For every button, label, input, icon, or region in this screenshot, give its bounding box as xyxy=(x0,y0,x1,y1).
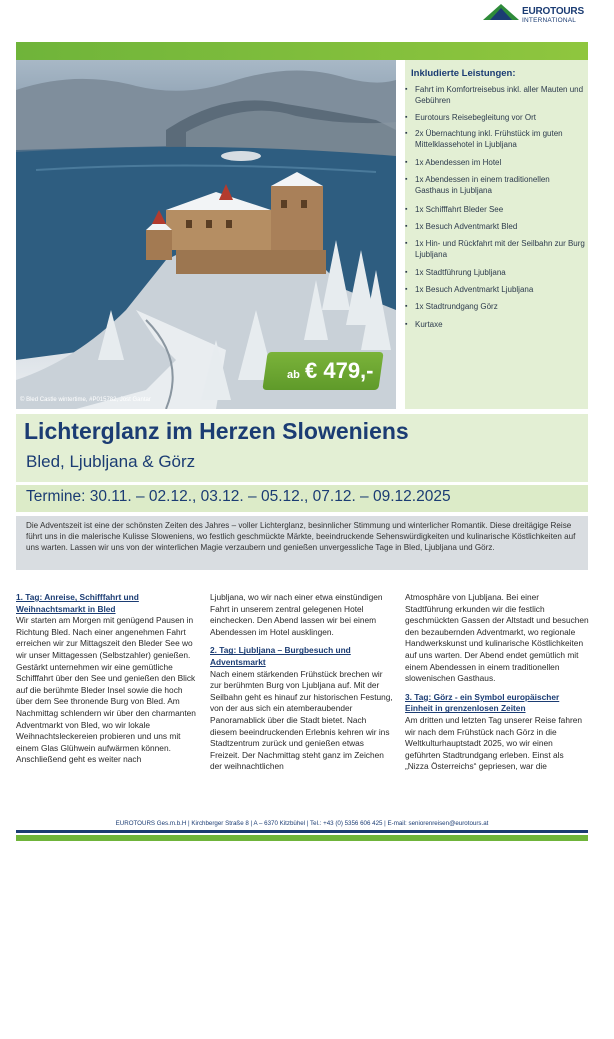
logo-name: EUROTOURS xyxy=(522,6,584,17)
logo-subtitle: INTERNATIONAL xyxy=(522,17,577,24)
inclusions-title: Inkludierte Leistungen: xyxy=(411,68,516,79)
inclusion-item: ▪ 1x Besuch Adventmarkt Bled xyxy=(405,221,585,232)
inclusion-item: ▪ 2x Übernachtung inkl. Frühstück im guten Mittelklassehotel in Ljubljana xyxy=(405,128,585,150)
page-subtitle: Bled, Ljubljana & Görz xyxy=(26,452,196,471)
inclusion-item: ▪ 1x Schifffahrt Bleder See xyxy=(405,204,585,215)
day3-text: Am dritten und letzten Tag unserer Reise fahren wir nach dem Frühstück nach Görz in die Weltkulturhauptstadt 2025, wo wir einen geführten Stadtrundgang erleben. Einst als „Nizza Österreichs“ gepriesen, war die xyxy=(405,714,583,772)
logo-mountain-inner-icon xyxy=(490,8,512,20)
inclusion-item: ▪ Eurotours Reisebegleitung vor Ort xyxy=(405,112,585,123)
page-title: Lichterglanz im Herzen Sloweniens xyxy=(24,418,409,444)
inclusion-item: ▪ Kurtaxe xyxy=(405,319,585,330)
day2-heading: 2. Tag: Ljubljana – Burgbesuch und Adventsmarkt xyxy=(210,645,351,667)
photo-credit: © Bled Castle wintertime, #P015782, Jost Gantar xyxy=(20,397,151,403)
price-value: € 479,- xyxy=(305,358,374,383)
column-1 xyxy=(16,592,200,766)
top-green-bar xyxy=(16,42,588,60)
day3-heading: 3. Tag: Görz - ein Symbol europäischer Einheit in grenzenlosen Zeiten xyxy=(405,691,560,714)
price-prefix: ab xyxy=(287,369,300,381)
column-2 xyxy=(210,592,394,773)
inclusion-item: ▪ 1x Stadtrundgang Görz xyxy=(405,301,585,312)
footer-green-bar xyxy=(16,835,588,841)
footer-contact: EUROTOURS Ges.m.b.H | Kirchberger Straße 8 | A – 6370 Kitzbühel | Tel.: +43 (0) 5356 606 425 | E-mail: seniorenreisen@eurotours.at xyxy=(115,820,489,827)
inclusion-item: ▪ 1x Hin- und Rückfahrt mit der Seilbahn zur Burg Ljubljana xyxy=(405,238,585,260)
inclusion-item: ▪ Fahrt im Komfortreisebus inkl. aller Mauten und Gebühren xyxy=(405,84,585,106)
travel-dates: Termine: 30.11. – 02.12., 03.12. – 05.12., 07.12. – 09.12.2025 xyxy=(26,488,451,505)
intro-text: Die Adventszeit ist eine der schönsten Zeiten des Jahres – voller Lichterglanz, besinnlicher Stimmung und winterlicher Romantik. Diese dreitägige Reise führt uns in die malerische Kulisse Sloweniens, wo festlich geschmückte Märkte, beeindruckende Sehenswürdigkeiten und kulinarische Köstlichkeiten auf uns warten. Lassen wir uns von der winterlichen Magie verzaubern und genießen unvergessliche Tage in Bled, Ljubljana und Görz. xyxy=(26,521,576,553)
eurotours-logo xyxy=(480,4,590,28)
column-3 xyxy=(405,592,589,773)
inclusion-item: ▪ 1x Besuch Adventmarkt Ljubljana xyxy=(405,284,585,295)
footer-navy-line xyxy=(16,830,588,833)
inclusion-item: ▪ 1x Abendessen in einem traditionellen Gasthaus in Ljubljana xyxy=(405,174,585,196)
day1-text: Wir starten am Morgen mit genügend Pausen in Richtung Bled. Nach einer angenehmen Fahrt erreichen wir zur Mittagszeit den Bleder See wo wir unser Mittagessen (Selbstzahler) genießen. Gestärkt unternehmen wir eine gemütliche Schifffahrt über den See und genießen den Blick auf die berühmte Bleder Insel sowie die hoch über dem See thronende Burg von Bled. Am Nachmittag schlendern wir über den charmanten Adventmarkt von Bled, wo wir lokale Weihnachtsleckereien probieren und uns mit einem Glas Glühwein aufwärmen können. Anschließend geht es weiter nach xyxy=(16,615,196,765)
inclusions-panel xyxy=(405,60,588,409)
inclusion-item: ▪ 1x Stadtführung Ljubljana xyxy=(405,267,585,278)
day2-continued-text: Atmosphäre von Ljubljana. Bei einer Stadtführung erkunden wir die festlich geschmückten Gassen der Altstadt und besuchen den bezaubernden Adventmarkt, wo regionale Handwerkskunst und kulinarische Köstlichkeiten auf uns warten. Der Abend endet gemütlich mit einem Abendessen in einem traditionellen slowenischen Gasthaus. xyxy=(405,592,589,684)
day1-continued-text: Ljubljana, wo wir nach einer etwa einstündigen Fahrt in unserem zentral gelegenen Hotel einchecken. Den Abend lassen wir bei einem Abendessen im Hotel ausklingen. xyxy=(210,592,383,637)
day1-heading: 1. Tag: Anreise, Schifffahrt und Weihnachtsmarkt in Bled xyxy=(16,592,139,614)
day2-text: Nach einem stärkenden Frühstück brechen wir zur berühmten Burg von Ljubljana auf. Mit der Seilbahn geht es hinauf zur historischen Festung, von der aus sich ein atemberaubender Panoramablick über die Stadt bietet. Nach diesem beeindruckenden Erlebnis kehren wir ins Stadtzentrum zurück und genießen etwas Freizeit. Der Nachmittag steht ganz im Zeichen der weihnachtlichen xyxy=(210,668,393,772)
inclusion-item: ▪ 1x Abendessen im Hotel xyxy=(405,157,585,168)
